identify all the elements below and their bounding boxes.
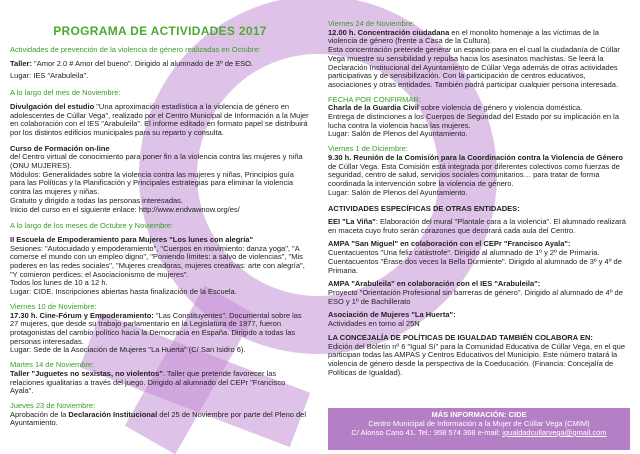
info-label: MÁS INFORMACIÓN: CIDE [431, 410, 527, 419]
date-nov-24: Viernes 24 de Noviembre: [328, 19, 415, 28]
info-band [328, 408, 630, 450]
reunion-lugar: Lugar: Salón de Plenos del Ayuntamiento. [328, 187, 468, 197]
reunion-comision [328, 154, 630, 189]
right-column [328, 12, 630, 377]
info-address [328, 428, 630, 437]
date-dec-1: Viernes 1 de Diciembre: [328, 144, 408, 154]
reunion-text: de Cúllar Vega. Esta Comisión está integrada por diferentes colectivos como fuerzas de seguridad, centro de salud, servicios sociales comunitarios… para tratar de forma coordinada la intervención sobre la violencia de género. [328, 161, 620, 188]
info-center: Centro Municipal de Información a la Mujer de Cúllar Vega (CMIM) [368, 419, 590, 428]
divulgacion-label: Divulgación del estudio [10, 101, 95, 111]
charla-lugar: Lugar: Salón de Plenos del Ayuntamiento. [328, 129, 468, 139]
declaracion-label: Declaración Institucional [68, 409, 158, 419]
cine-forum [10, 312, 310, 347]
taller-label: Taller: [10, 58, 32, 68]
concentracion-desc: Esta concentración pretende generar un espacio para en el cual la ciudadanía de Cúllar Vega muestre su sensibilidad y repulsa hacia los asesinatos machistas. Se leerá la Declaración Institucional del Ayuntamiento de Cúllar Vega además de otras actividades participativas y de sensibilización. Con la participación de centros educativos, asociaciones y otras entidades. También podrá participar cualquier persona interesada. [328, 45, 620, 89]
date-nov-10: Viernes 10 de Noviembre: [10, 301, 97, 311]
escuela-lugar: Lugar: CIDE. Inscripciones abiertas hasta finalización de la Escuela. [10, 287, 237, 297]
charla-entrega: Entrega de distinciones a los Cuerpos de Seguridad del Estado por su implicación en la lucha contra la violencia hacia las mujeres. [328, 112, 620, 130]
ampa-arabuleila-text: Proyecto "Orientación Profesional sin barreras de género". Dirigido al alumnado de 4º de ESO y 1º de Bachillerato [328, 287, 623, 306]
taller-place: Lugar: IES "Arabuleila". [10, 71, 89, 81]
section-heading-october: Actividades de prevención de la violencia de género realizadas en Octubre: [10, 45, 261, 54]
taller-juguetes-text: . Taller que pretende favorecer las relaciones igualitarias a través del juego. Dirigido al alumnado del CEPr "Francisco Ayala". [10, 368, 286, 396]
concentracion-label: 12.00 h. Concentración ciudadana [328, 27, 450, 37]
asociacion-la-huerta-label: Asociación de Mujeres "La Huerta": [328, 310, 456, 320]
divulgacion-estudio [10, 103, 310, 138]
eei-la-vina [328, 218, 630, 235]
curso-line-2: Módulos: Generalidades sobre la violencia contra las mujeres y niñas, Principios guía para las Políticas y la Planificación y Principales estrategias para eliminar la violencia contra las mujeres y niñas. [10, 169, 294, 197]
curso-line-3: Gratuito y dirigido a todas las personas interesadas. [10, 195, 184, 205]
section-heading-concejalia: LA CONCEJALÍA DE POLÍTICAS DE IGUALDAD TAMBIÉN COLABORA EN: [328, 332, 593, 342]
taller-text: "Amor 2.0 # Amor del bueno". Dirigido al alumnado de 3º de ESO. [31, 58, 254, 68]
taller-juguetes [10, 370, 310, 396]
section-heading-otras-entidades: ACTIVIDADES ESPECÍFICAS DE OTRAS ENTIDADES: [328, 204, 520, 214]
ampa-san-miguel-line-1: Cuentacuentos "Una feliz catástrofe". Dirigido al alumnado de 1º y 2º de Primaria. [328, 248, 600, 258]
cine-forum-label: 17.30 h. Cine-Fórum y Empoderamiento: [10, 310, 154, 320]
concentracion-text: en el monolito homenaje a las víctimas de la violencia de género (frente a Casa de la Cultura). [328, 27, 599, 46]
eei-text: : Elaboración del mural "Plantale cara a la violencia". El alumnado realizará en maceta cuyo fruto serán corazones que decorará cada aula del Centro. [328, 217, 626, 235]
divulgacion-text: "Una aproximación estadística a la violencia de género en adolescentes de Cúllar Vega", realizado por el Centro Municipal de Información a la Mujer en colaboración con el IES "Arabuleila". El informe editado en formato papel se distribuirá por los distintos edificios municipales para su reparto y consulta. [10, 101, 309, 137]
ampa-arabuleila-label: AMPA "Arabuleila" en colaboración con el IES "Arabuleila": [328, 279, 541, 289]
concejalia-text: Edición del Boletín nº 6 "Igual Sí" para la Comunidad Educativa de Cúllar Vega, en el que participan todas las AMPAS y Centros Educativos del Municipio. Este número tratará la violencia de género desde la perspectiva de la Coeducación. (Financia: Concejalía de Políticas de Igualdad). [328, 341, 626, 377]
curso-link[interactable]: http://www.endvawnow.org/es/ [138, 204, 240, 214]
left-column [10, 0, 310, 432]
program-title: PROGRAMA DE ACTIVIDADES 2017 [53, 24, 267, 38]
section-heading-november: A lo largo del mes de Noviembre: [10, 88, 121, 98]
info-email-link[interactable]: igualdadcullarvega@gmail.com [502, 428, 607, 437]
curso-line-1: del Centro virtual de conocimiento para poner fin a la violencia contra las mujeres y niña (ONU MUJERES). [10, 152, 303, 171]
section-heading-oct-nov: A lo largo de los meses de Octubre y Noviembre: [10, 221, 173, 231]
escuela-label: II Escuela de Empoderamiento para Mujeres "Los lunes con alegría" [10, 234, 254, 244]
ampa-san-miguel-label: AMPA "San Miguel" en colaboración con el CEPr "Francisco Ayala": [328, 239, 571, 249]
escuela-sesiones: Sesiones: "Autocuidado y empoderamiento", "Cuerpos en movimiento: danza yoga", "A comerse el mundo con un empleo digno", "Poniendo límites: a salvo de violencias", "Mis poderes en las redes sociales", "Mujeres creadoras, mujeres creativas: arte con alegría", "Y comieron perdices: el Asociacionismo de mujeres". [10, 243, 305, 279]
info-address-text: C/ Alonso Cano 41. Tel.: 958 574 368 e-mail: [351, 428, 503, 437]
charla-label: Charla de la Guardia Civil [328, 103, 419, 113]
date-por-confirmar: FECHA POR CONFIRMAR: [328, 94, 421, 104]
date-nov-23: Jueves 23 de Noviembre: [10, 400, 96, 410]
declaracion-institucional [10, 411, 310, 428]
taller-amor [10, 60, 310, 69]
declaracion-prefix: Aprobación de la [10, 409, 69, 419]
curso-line-4 [10, 206, 310, 215]
escuela-dias: Todos los lunes de 10 a 12 h. [10, 278, 108, 288]
reunion-label: 9.30 h. Reunión de la Comisión para la Coordinación contra la Violencia de Género [328, 152, 623, 162]
charla-text: sobre violencia de género y violencia doméstica. [418, 103, 583, 113]
ampa-san-miguel-line-2: Cuentacuentos "Érase dos veces la Bella Durmiente". Dirigido al alumnado de 3º y 4º de Primaria. [328, 256, 622, 275]
curso-label: Curso de Formación on-line [10, 143, 110, 153]
curso-link-prefix: Inicio del curso en el siguiente enlace: [10, 204, 139, 214]
cine-forum-text: "Las Constituyentes". Documental sobre las 27 mujeres, que desde su trabajo parlamentario en la Legislatura de 1977, fueron protagonistas del cambio político hacia la Democracia en España. Dirigido a todas las personas interesadas. [10, 310, 302, 346]
asociacion-la-huerta-text: Actividades en torno al 25N [328, 319, 420, 329]
eei-label: EEI "La Viña" [328, 217, 376, 227]
taller-juguetes-label: Taller "Juguetes no sexistas, no violentos" [10, 368, 163, 378]
declaracion-text: del 25 de Noviembre por parte del Pleno del Ayuntamiento. [10, 409, 306, 428]
cine-forum-lugar: Lugar: Sede de la Asociación de Mujeres "La Huerta" (C/ San Isidro 6). [10, 345, 246, 355]
date-nov-14: Martes 14 de Noviembre: [10, 360, 95, 370]
concentracion [328, 29, 630, 46]
